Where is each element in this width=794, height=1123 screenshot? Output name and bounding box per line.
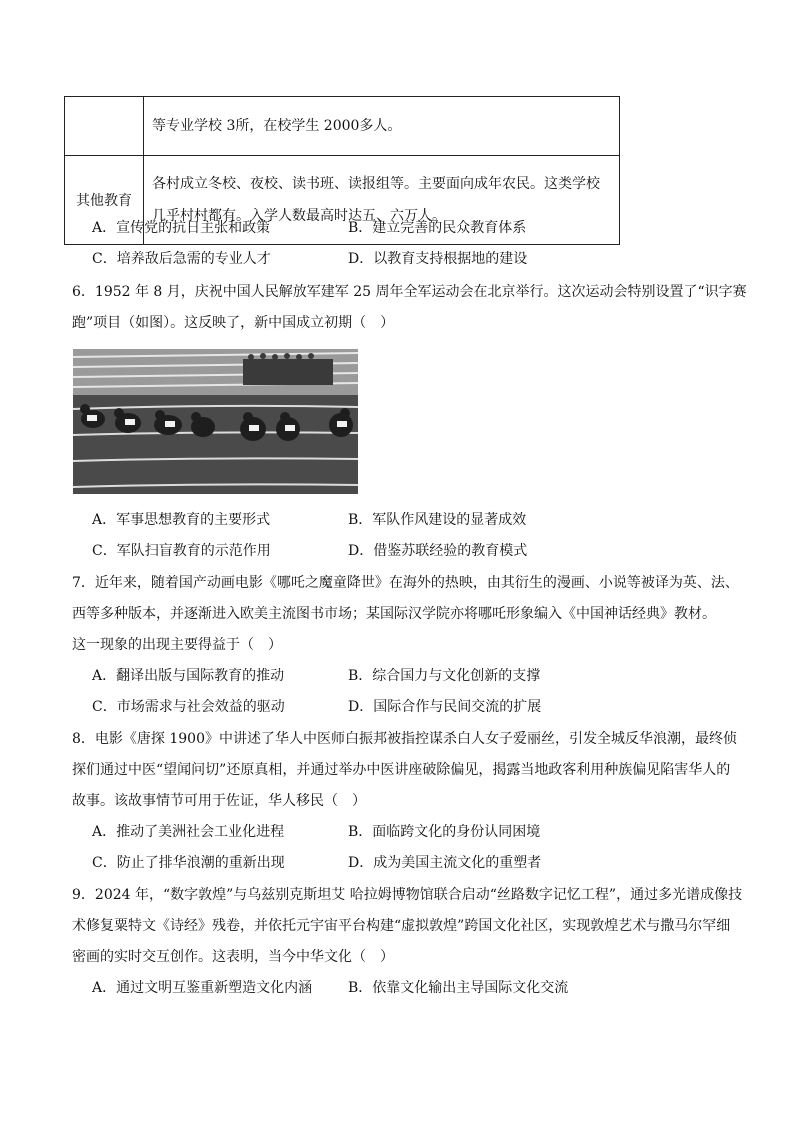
q9-stem-line2: 术修复粟特文《诗经》残卷，并依托元宇宙平台构建“虚拟敦煌”跨国文化社区，实现敦煌艺术与撒马尔罕细: [72, 918, 731, 934]
table-cell-label: 其他教育: [65, 156, 144, 245]
q6-stem-line1: 6．1952 年 8 月，庆祝中国人民解放军建军 25 周年全军运动会在北京举行。这次运动会特别设置了“识字赛: [72, 284, 747, 300]
literacy-race-photo: [73, 349, 358, 494]
table-cell-label: [65, 97, 144, 156]
q8-option-b[interactable]: B．面临跨文化的身份认同困境: [348, 824, 541, 840]
q8-stem-line3: 故事。该故事情节可用于佐证，华人移民（ ）: [72, 793, 366, 809]
q7-option-b[interactable]: B．综合国力与文化创新的支撑: [348, 668, 541, 684]
q9-stem-line1: 9．2024 年，“数字敦煌”与乌兹别克斯坦艾 哈拉姆博物馆联合启动“丝路数字记忆工程”，通过多光谱成像技: [72, 887, 743, 903]
q5-option-a[interactable]: A．宣传党的抗日主张和政策: [92, 220, 271, 236]
q6-stem-line2: 跑”项目（如图）。这反映了，新中国成立初期（ ）: [72, 315, 395, 331]
q5-option-b[interactable]: B．建立完善的民众教育体系: [348, 220, 527, 236]
q8-option-c[interactable]: C．防止了排华浪潮的重新出现: [92, 855, 285, 871]
q6-option-b[interactable]: B．军队作风建设的显著成效: [348, 512, 527, 528]
table-row: [65, 97, 620, 156]
q7-option-d[interactable]: D．国际合作与民间交流的扩展: [348, 699, 542, 715]
q7-stem-line2: 西等多种版本，并逐渐进入欧美主流图书市场；某国际汉学院亦将哪吒形象编入《中国神话经典》教材。: [72, 606, 716, 622]
q5-option-d[interactable]: D．以教育支持根据地的建设: [348, 251, 528, 267]
q8-stem-line2: 探们通过中医“望闻问切”还原真相，并通过举办中医讲座破除偏见，揭露当地政客利用种族偏见陷害华人的: [72, 762, 731, 778]
q7-stem-line3: 这一现象的出现主要得益于（ ）: [72, 637, 282, 653]
table-cell-text: 等专业学校 3所，在校学生 2000多人。: [144, 97, 620, 156]
q8-option-d[interactable]: D．成为美国主流文化的重塑者: [348, 855, 542, 871]
q7-option-a[interactable]: A．翻译出版与国际教育的推动: [92, 668, 285, 684]
q8-option-a[interactable]: A．推动了美洲社会工业化进程: [92, 824, 285, 840]
q7-stem-line1: 7．近年来，随着国产动画电影《哪吒之魔童降世》在海外的热映，由其衍生的漫画、小说等被译为英、法、: [72, 575, 739, 591]
q9-option-a[interactable]: A．通过文明互鉴重新塑造文化内涵: [92, 980, 313, 996]
q9-stem-line3: 密画的实时交互创作。这表明，当今中华文化（ ）: [72, 949, 394, 965]
q6-option-a[interactable]: A．军事思想教育的主要形式: [92, 512, 271, 528]
q6-option-c[interactable]: C．军队扫盲教育的示范作用: [92, 543, 271, 559]
q6-option-d[interactable]: D．借鉴苏联经验的教育模式: [348, 543, 528, 559]
q7-option-c[interactable]: C．市场需求与社会效益的驱动: [92, 699, 285, 715]
q8-stem-line1: 8．电影《唐探 1900》中讲述了华人中医师白振邦被指控谋杀白人女子爱丽丝，引发全城反华浪潮，最终侦: [72, 731, 737, 747]
q5-option-c[interactable]: C．培养敌后急需的专业人才: [92, 251, 271, 267]
q9-option-b[interactable]: B．依靠文化输出主导国际文化交流: [348, 980, 569, 996]
table-cell-text: 各村成立冬校、夜校、读书班、读报组等。主要面向成年农民。这类学校几乎村村都有。入学人数最高时达五、六万人。: [144, 156, 620, 245]
